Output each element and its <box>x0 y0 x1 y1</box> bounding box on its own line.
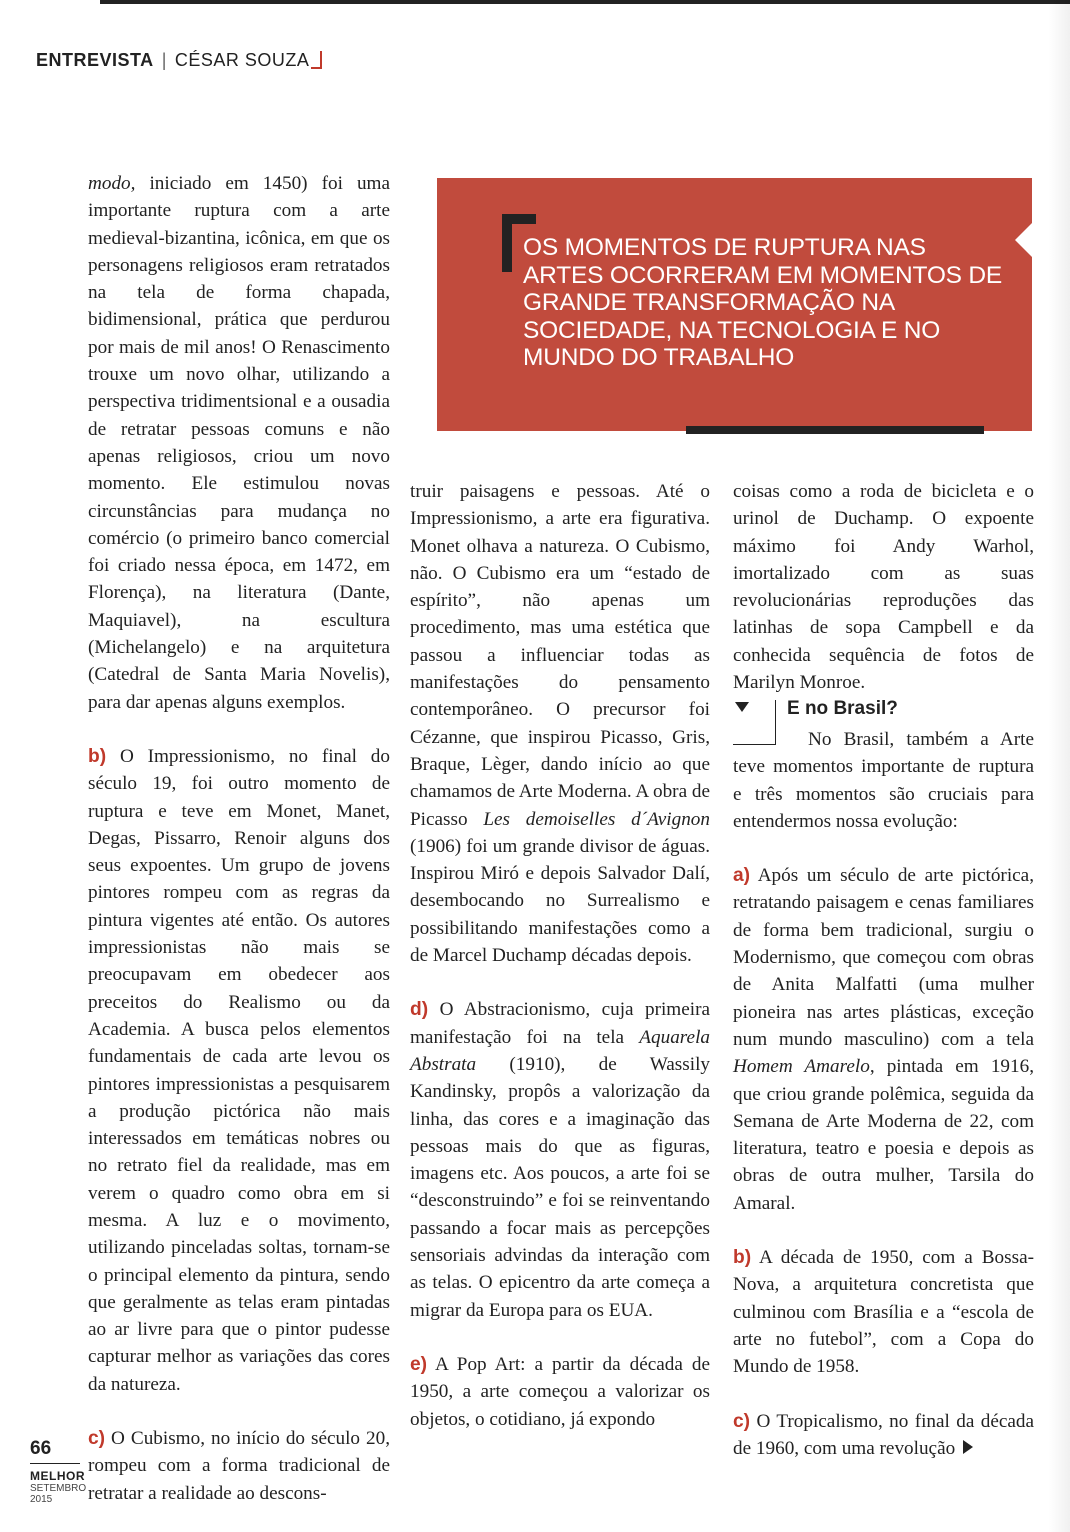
triangle-down-icon <box>735 702 749 712</box>
artwork-title: Aquarela Abstrata <box>410 1026 710 1075</box>
list-label: c) <box>88 1428 106 1450</box>
magazine-name: MELHOR <box>30 1469 85 1483</box>
paragraph <box>733 1244 1034 1380</box>
list-label: e) <box>410 1353 428 1375</box>
paragraph <box>88 743 390 1398</box>
pull-quote-box <box>437 178 1032 431</box>
quote-notch <box>1015 222 1033 258</box>
issue-month: SETEMBRO <box>30 1483 87 1494</box>
article-column-3 <box>733 478 1034 696</box>
running-header <box>36 50 322 71</box>
paragraph-text: No Brasil, também a Arte teve momentos importante de ruptura e três momentos são cruciais para entendermos nossa evolução: <box>733 729 1034 832</box>
pull-quote-text: OS MOMENTOS DE RUPTURA NAS ARTES OCORRERAM EM MOMENTOS DE GRANDE TRANSFORMAÇÃO NA SOCIEDADE, NA TECNOLOGIA E NO MUNDO DO TRABALHO <box>523 234 1003 371</box>
paragraph-text: , pintada em 1916, que criou grande polêmica, seguida da Semana de Arte Moderna de 22, com literatura, teatro e poesia e depois as obras de outra mulher, Tarsila do Amaral. <box>733 1056 1035 1214</box>
header-bracket-icon <box>311 51 322 69</box>
article-column-3-continued <box>733 726 1034 1462</box>
paragraph <box>733 478 1034 696</box>
list-label: d) <box>410 999 429 1021</box>
paragraph <box>410 996 710 1324</box>
list-label: b) <box>88 745 107 767</box>
paragraph-text: O Tropicalismo, no final da década de 1960, com uma revolução <box>733 1410 1034 1459</box>
continue-arrow-icon <box>963 1440 973 1454</box>
paragraph-text: truir paisagens e pessoas. Até o Impressionismo, a arte era figurativa. Monet olhava a natureza. O Cubismo, não. O Cubismo era um “estado de espírito”, não apenas um procedimento, mas uma estética que passou a influenciar todas as manifestações do pensamento contemporâneo. O precursor foi Cézanne, que inspirou Picasso, Gris, Braque, Lèger, dando início ao que chamamos de Arte Moderna. A obra de Picasso <box>410 481 710 830</box>
list-label: c) <box>733 1410 751 1432</box>
paragraph-text: O Impressionismo, no final do século 19, foi outro momento de ruptura e teve em Monet, Manet, Degas, Pissarro, Renoir alguns dos seus expoentes. Um grupo de jovens pintores rompeu com as regras da pintura vigentes até então. Os autores impressionistas não mais se preocupavam em obedecer aos preceitos do Realismo ou da Academia. A busca pelos elementos fundamentais de cada arte levou os pintores impressionistas a pesquisarem a produção pictórica não mais interessados em temáticas nobres ou no retrato fiel da realidade, mas em verem o quadro como obra em si mesma. A luz e o movimento, utilizando pinceladas soltas, tornam-se o principal elemento da pintura, sendo que geralmente as telas eram pintadas ao ar livre para que o pintor pudesse capturar melhor as variações das cores da natureza. <box>88 745 390 1395</box>
page-number: 66 <box>30 1438 80 1464</box>
paragraph-text: A Pop Art: a partir da década de 1950, a arte começou a valorizar os objetos, o cotidiano, já expondo <box>410 1353 710 1430</box>
artwork-title: Homem Amarelo <box>733 1056 870 1078</box>
page-folio <box>30 1438 86 1505</box>
subheading: E no Brasil? <box>787 698 898 719</box>
paragraph-text: (1906) foi um grande divisor de águas. Inspirou Miró e depois Salvador Dalí, desembocando no Surrealismo e possibilitando manifestações como a de Marcel Duchamp décadas depois. <box>410 835 710 967</box>
paragraph <box>733 1408 1034 1463</box>
paragraph-text: coisas como a roda de bicicleta e o urinol de Duchamp. O expoente máximo foi Andy Warhol, imortalizado com as suas revolucionárias reproduções das latinhas de sopa Campbell e da conhecida sequência de fotos de Marilyn Monroe. <box>733 481 1034 694</box>
paragraph <box>88 170 390 716</box>
page-gutter-shadow <box>1048 0 1070 1532</box>
list-label: a) <box>733 865 751 887</box>
interviewee-name: CÉSAR SOUZA <box>174 50 310 70</box>
paragraph <box>410 1351 710 1433</box>
paragraph-text: A década de 1950, com a Bossa-Nova, a arquitetura concretista que culminou com Brasília e a “escola de arte no futebol”, com a Copa do Mundo de 1958. <box>733 1247 1034 1378</box>
paragraph-text: (1910), de Wassily Kandinsky, propôs a valorização da linha, das cores e a imaginação das pessoas mais do que as figuras, imagens etc. Aos poucos, a arte foi se “desconstruindo” e foi se reinventando passando a focar mais as percepções sensoriais advindas da interação com as telas. O epicentro da arte começa a migrar da Europa para os EUA. <box>410 1053 710 1321</box>
issue-year: 2015 <box>30 1494 53 1505</box>
article-column-1 <box>88 170 390 1507</box>
paragraph-text: iniciado em 1450) foi uma importante ruptura com a arte medieval-bizantina, icônica, em que os personagens religiosos eram retratados na tela de forma chapada, bidimensional, prática que perdurou por mais de mil anos! O Renascimento trouxe um novo olhar, utilizando a perspectiva tridimentsional e a ousadia de retratar pessoas comuns e não apenas religiosos, criou um novo momento. Ele estimulou novas circunstâncias para mudança no comércio (o primeiro banco comercial foi criado nessa época, em 1472, em Florença), na literatura (Dante, Maquiavel), na escultura (Michelangelo) e na arquitetura (Catedral de Santa Maria Novelis), para dar apenas alguns exemplos. <box>88 173 390 713</box>
paragraph <box>733 862 1034 1217</box>
list-label: b) <box>733 1247 752 1269</box>
paragraph-text: O Abstracionismo, cuja primeira manifestação foi na tela <box>410 999 710 1048</box>
paragraph <box>410 478 710 969</box>
section-label: ENTREVISTA <box>36 50 154 70</box>
header-separator: | <box>161 50 167 70</box>
pull-quote-underline <box>686 426 984 434</box>
top-rule <box>100 0 1070 4</box>
paragraph-text: O Cubismo, no início do século 20, rompeu com a forma tradicional de retratar a realidade ao descons- <box>88 1428 390 1504</box>
paragraph <box>88 1425 390 1507</box>
italic-text: modo, <box>88 173 136 194</box>
article-column-2 <box>410 478 710 1433</box>
paragraph-text: Após um século de arte pictórica, retratando paisagem e cenas familiares de forma bem tradicional, surgiu o Modernismo, que começou com obras de Anita Malfatti (uma mulher pioneira nas artes plásticas, exceção num mundo masculino) com a tela <box>733 865 1034 1050</box>
artwork-title: Les demoiselles d´Avignon <box>483 808 710 830</box>
paragraph <box>733 726 1034 835</box>
